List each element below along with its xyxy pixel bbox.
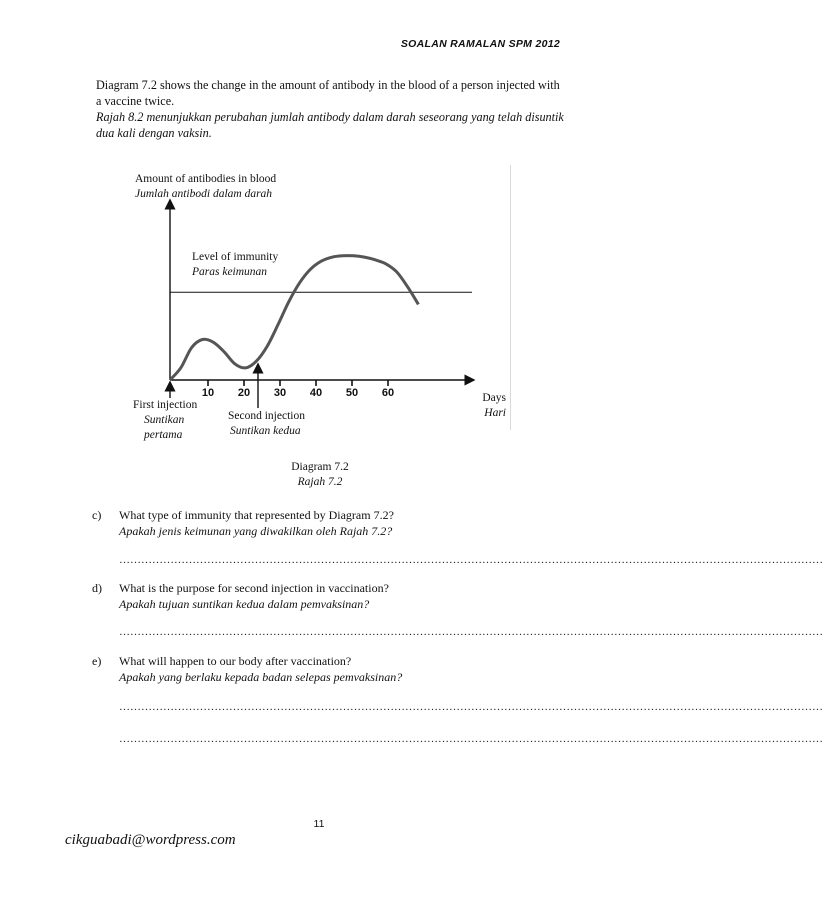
question-letter: c)	[92, 508, 102, 522]
x-tick-label-30: 30	[273, 387, 287, 399]
intro-english: Diagram 7.2 shows the change in the amount of antibody in the blood of a person injected with a vaccine twice.	[96, 78, 560, 108]
question-letter: d)	[92, 581, 102, 595]
second-injection-ms: Suntikan kedua	[230, 425, 301, 437]
first-injection-label	[133, 398, 197, 443]
immunity-label-en: Level of immunity	[192, 251, 279, 263]
caption-en: Diagram 7.2	[291, 461, 349, 473]
question-e	[92, 653, 562, 685]
page-number: 11	[313, 818, 325, 830]
question-d	[92, 580, 562, 612]
immunity-label-ms: Paras keimunan	[192, 266, 268, 278]
x-axis-label	[482, 391, 506, 421]
question-ms: Apakah yang berlaku kepada badan selepas pemvaksinan?	[119, 670, 403, 684]
second-injection-en: Second injection	[228, 410, 305, 422]
caption-ms: Rajah 7.2	[297, 476, 343, 488]
x-tick-label-50: 50	[345, 387, 359, 399]
immunity-label	[192, 250, 278, 280]
intro-malay: Rajah 8.2 menunjukkan perubahan jumlah antibody dalam darah seseorang yang telah disuntik dua kali dengan vaksin.	[96, 110, 564, 140]
second-injection-label	[228, 409, 305, 439]
question-letter: e)	[92, 654, 102, 668]
y-axis-label-en: Amount of antibodies in blood	[135, 173, 277, 185]
x-tick-label-60: 60	[381, 387, 395, 399]
y-axis-label-ms: Jumlah antibodi dalam darah	[135, 188, 273, 200]
answer-line-e2[interactable]: …………………………………………………………………………………………………………………………………………………………………………	[119, 733, 823, 745]
first-injection-ms-1: Suntikan	[144, 414, 185, 426]
question-en: What is the purpose for second injection in vaccination?	[119, 581, 389, 595]
question-en: What will happen to our body after vaccination?	[119, 654, 352, 668]
question-ms: Apakah jenis keimunan yang diwakilkan oleh Rajah 7.2?	[119, 524, 393, 538]
x-tick-label-40: 40	[309, 387, 323, 399]
x-tick-label-20: 20	[237, 387, 251, 399]
y-axis-label	[135, 172, 276, 202]
blog-signature: cikguabadi@wordpress.com	[65, 832, 236, 848]
question-en: What type of immunity that represented by Diagram 7.2?	[119, 508, 394, 522]
first-injection-ms-2: pertama	[144, 429, 183, 441]
question-c	[92, 507, 562, 539]
answer-line-d[interactable]: …………………………………………………………………………………………………………………………………………………………………………	[119, 626, 823, 638]
answer-line-c[interactable]: …………………………………………………………………………………………………………………………………………………………………………	[119, 554, 823, 566]
diagram-caption	[200, 460, 440, 490]
page-header-title: SOALAN RAMALAN SPM 2012	[400, 38, 560, 50]
first-injection-en: First injection	[133, 399, 198, 411]
x-tick-label-10: 10	[201, 387, 215, 399]
answer-line-e1[interactable]: …………………………………………………………………………………………………………………………………………………………………………	[119, 701, 823, 713]
x-axis-label-en: Days	[482, 392, 506, 404]
question-ms: Apakah tujuan suntikan kedua dalam pemvaksinan?	[119, 597, 370, 611]
x-axis-label-ms: Hari	[484, 407, 506, 419]
